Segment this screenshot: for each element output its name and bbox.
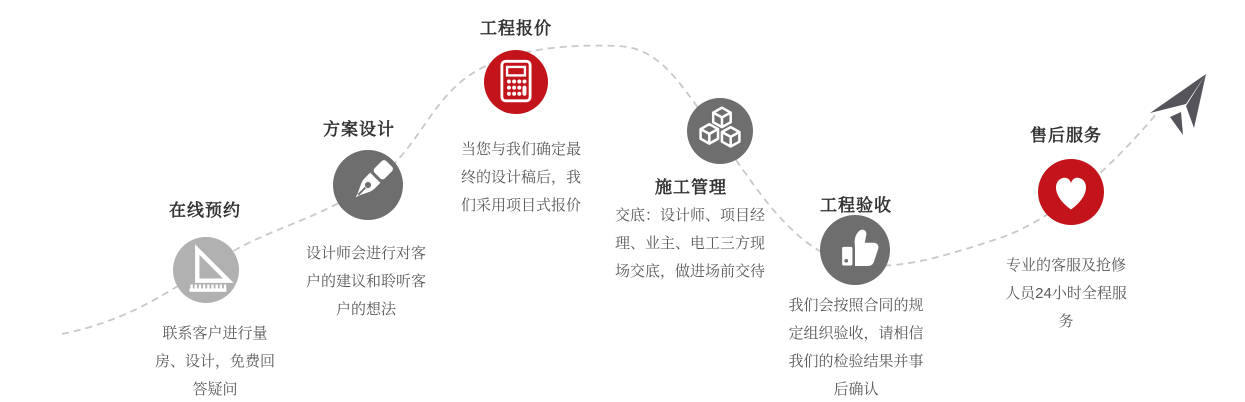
step-description: 交底：设计师、项目经 理、业主、电工三方现 场交底，做进场前交待	[614, 207, 766, 280]
step-description: 设计师会进行对客 户的建议和聆听客 户的想法	[305, 245, 427, 318]
pen-nib-icon	[333, 150, 403, 220]
step-title: 在线预约	[169, 201, 241, 220]
step-title: 施工管理	[655, 178, 727, 197]
step-circle	[173, 237, 239, 303]
paper-plane-icon	[1150, 74, 1206, 135]
cubes-icon	[687, 98, 753, 164]
step-title: 售后服务	[1030, 126, 1102, 145]
step-description: 当您与我们确定最 终的设计稿后，我 们采用项目式报价	[460, 141, 582, 214]
step-circle	[687, 98, 753, 164]
step-title: 方案设计	[323, 120, 395, 139]
step-circle	[333, 150, 403, 220]
step-title: 工程验收	[820, 196, 892, 215]
set-square-icon	[173, 237, 239, 303]
step-title: 工程报价	[480, 19, 552, 38]
thumbs-up-icon	[820, 215, 890, 285]
step-description: 联系客户进行量 房、设计，免费回 答疑问	[154, 325, 276, 398]
calculator-icon	[484, 50, 548, 114]
step-circle	[484, 50, 548, 114]
step-circle	[1038, 159, 1104, 225]
step-description: 专业的客服及抢修 人员24小时全程服 务	[1005, 257, 1127, 330]
heart-icon	[1038, 159, 1104, 225]
step-description: 我们会按照合同的规 定组织验收，请相信 我们的检验结果并事 后确认	[788, 297, 924, 398]
step-circle	[820, 215, 890, 285]
